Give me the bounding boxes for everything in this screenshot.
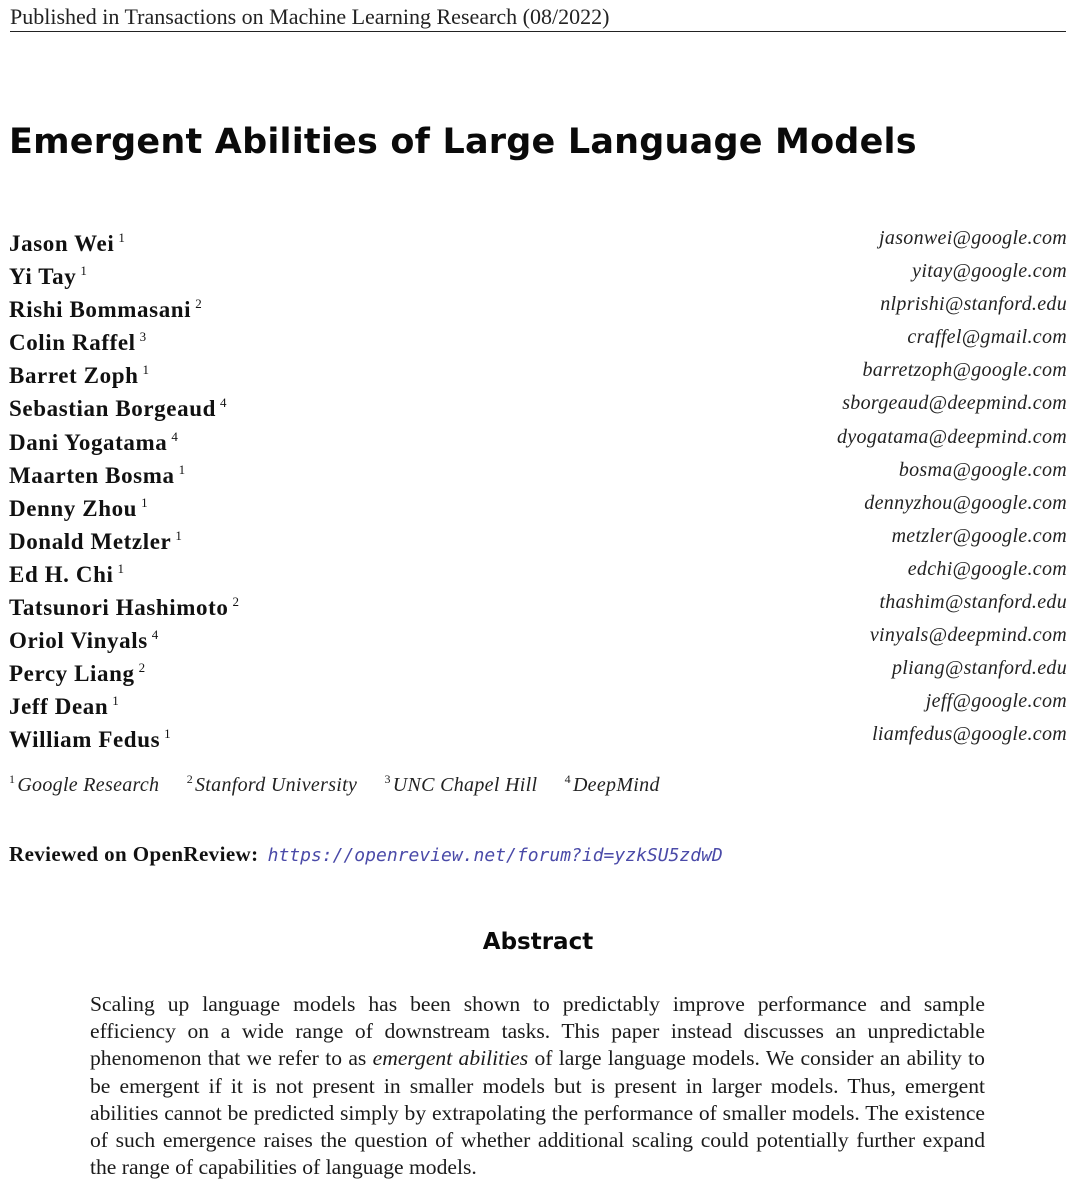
affiliation-name: Stanford University [195, 774, 358, 796]
author-name: Oriol Vinyals $^4$ [9, 627, 159, 654]
affiliation-number: 4 [564, 772, 571, 786]
affiliation-marker: 1 [112, 693, 119, 709]
author-email[interactable]: bosma@google.com [898, 458, 1067, 481]
author-email[interactable]: craffel@gmail.com [907, 326, 1067, 349]
author-row [9, 386, 1067, 422]
author-name: Donald Metzler $^1$ [9, 527, 182, 554]
author-email[interactable]: metzler@google.com [891, 524, 1067, 547]
author-row [9, 353, 1067, 389]
review-label: Reviewed on OpenReview: [9, 842, 259, 866]
author-row [9, 519, 1067, 552]
author-row [9, 618, 1067, 654]
author-row [9, 320, 1067, 356]
author-name: Tatsunori Hashimoto $^2$ [9, 594, 240, 621]
author-name: Ed H. Chi $^1$ [9, 560, 124, 587]
affiliation-item [187, 774, 357, 796]
author-name: Barret Zoph $^1$ [9, 362, 149, 389]
author-row [9, 254, 1067, 290]
author-email[interactable]: dennyzhou@google.com [864, 491, 1067, 514]
author-email[interactable]: thashim@stanford.edu [879, 591, 1067, 614]
author-email[interactable]: nlprishi@stanford.edu [880, 293, 1067, 316]
affiliation-number: 3 [384, 772, 391, 786]
author-email[interactable]: yitay@google.com [912, 260, 1067, 283]
author-name: Sebastian Borgeaud $^4$ [9, 395, 227, 422]
affiliation-marker: 1 [164, 726, 171, 742]
affiliation-number: 2 [186, 772, 193, 786]
affiliation-item [9, 774, 159, 796]
author-name: Jeff Dean $^1$ [9, 693, 119, 720]
author-row [9, 453, 1067, 486]
affiliation-marker: 1 [178, 461, 186, 477]
affiliation-list [9, 764, 682, 800]
affiliation-marker: 2 [138, 660, 146, 676]
affiliation-marker: 4 [219, 395, 227, 411]
abstract-heading: Abstract [482, 929, 594, 955]
author-name: Percy Liang $^2$ [9, 660, 146, 687]
affiliation-name: Google Research [17, 774, 160, 796]
affiliation-marker: 1 [141, 494, 148, 510]
journal-header [10, 5, 1066, 32]
affiliation-item [565, 774, 660, 796]
affiliation-name: UNC Chapel Hill [392, 774, 538, 796]
affiliation-marker: 1 [142, 362, 149, 378]
author-email[interactable]: edchi@google.com [907, 557, 1067, 580]
author-email[interactable]: vinyals@deepmind.com [869, 624, 1067, 647]
author-row [9, 717, 1067, 753]
author-email[interactable]: jasonwei@google.com [879, 227, 1067, 249]
author-name: Yi Tay $^1$ [9, 263, 87, 290]
author-email[interactable]: sborgeaud@deepmind.com [842, 392, 1067, 415]
author-row [9, 651, 1067, 687]
abstract-text-before: Scaling up language models has been shown to predictably improve performance and sample efficiency on a wide range of downstream tasks. This paper instead discusses an unpredictable phenomenon that we refer to as [90, 992, 985, 1071]
author-email[interactable]: barretzoph@google.com [862, 359, 1067, 382]
affiliation-marker: 3 [139, 329, 147, 345]
affiliation-marker: 4 [151, 627, 159, 643]
affiliation-marker: 2 [195, 296, 202, 312]
affiliation-marker: 1 [80, 263, 87, 279]
author-list [9, 221, 1067, 751]
affiliation-item [384, 774, 537, 796]
author-row [9, 585, 1067, 621]
review-line [9, 839, 723, 871]
author-name: Denny Zhou $^1$ [9, 494, 148, 521]
author-name: Dani Yogatama $^4$ [9, 428, 178, 455]
author-row [9, 287, 1067, 323]
affiliation-name: DeepMind [572, 774, 660, 796]
abstract-text-after: of large language models. We consider an ability to be emergent if it is not present in smaller models but is present in larger models. Thus, emergent abilities cannot be predicted simply by extrapolating the performance of smaller models. The existence of such emergence raises the question of whether additional scaling could potentially further expand the range of capabilities of language models. [90, 1046, 985, 1180]
author-email[interactable]: dyogatama@deepmind.com [837, 425, 1067, 448]
openreview-link[interactable]: https://openreview.net/forum?id=yzkSU5zdwD [267, 845, 723, 866]
author-name: Maarten Bosma $^1$ [9, 461, 186, 488]
abstract-text [90, 991, 985, 1181]
affiliation-marker: 1 [118, 230, 125, 245]
affiliation-number: 1 [9, 772, 16, 786]
author-email[interactable]: jeff@google.com [925, 690, 1067, 713]
author-name: Jason Wei $^1$ [9, 230, 125, 256]
author-row [9, 684, 1067, 720]
affiliation-marker: 1 [117, 560, 124, 576]
author-row [9, 221, 1067, 254]
paper-title: Emergent Abilities of Large Language Models [9, 122, 917, 162]
abstract-emphasis: emergent abilities [372, 1046, 529, 1071]
journal-header-text: Published in Transactions on Machine Learning Research (08/2022) [10, 4, 610, 29]
author-name: Rishi Bommasani $^2$ [9, 296, 202, 323]
affiliation-marker: 2 [232, 594, 240, 610]
author-row [9, 486, 1067, 519]
author-name: Colin Raffel $^3$ [9, 329, 147, 356]
author-name: William Fedus $^1$ [9, 726, 171, 753]
author-email[interactable]: pliang@stanford.edu [891, 657, 1067, 680]
affiliation-marker: 1 [175, 527, 182, 543]
author-row [9, 552, 1067, 585]
author-row [9, 420, 1067, 453]
author-email[interactable]: liamfedus@google.com [872, 723, 1067, 746]
affiliation-marker: 4 [171, 428, 178, 444]
